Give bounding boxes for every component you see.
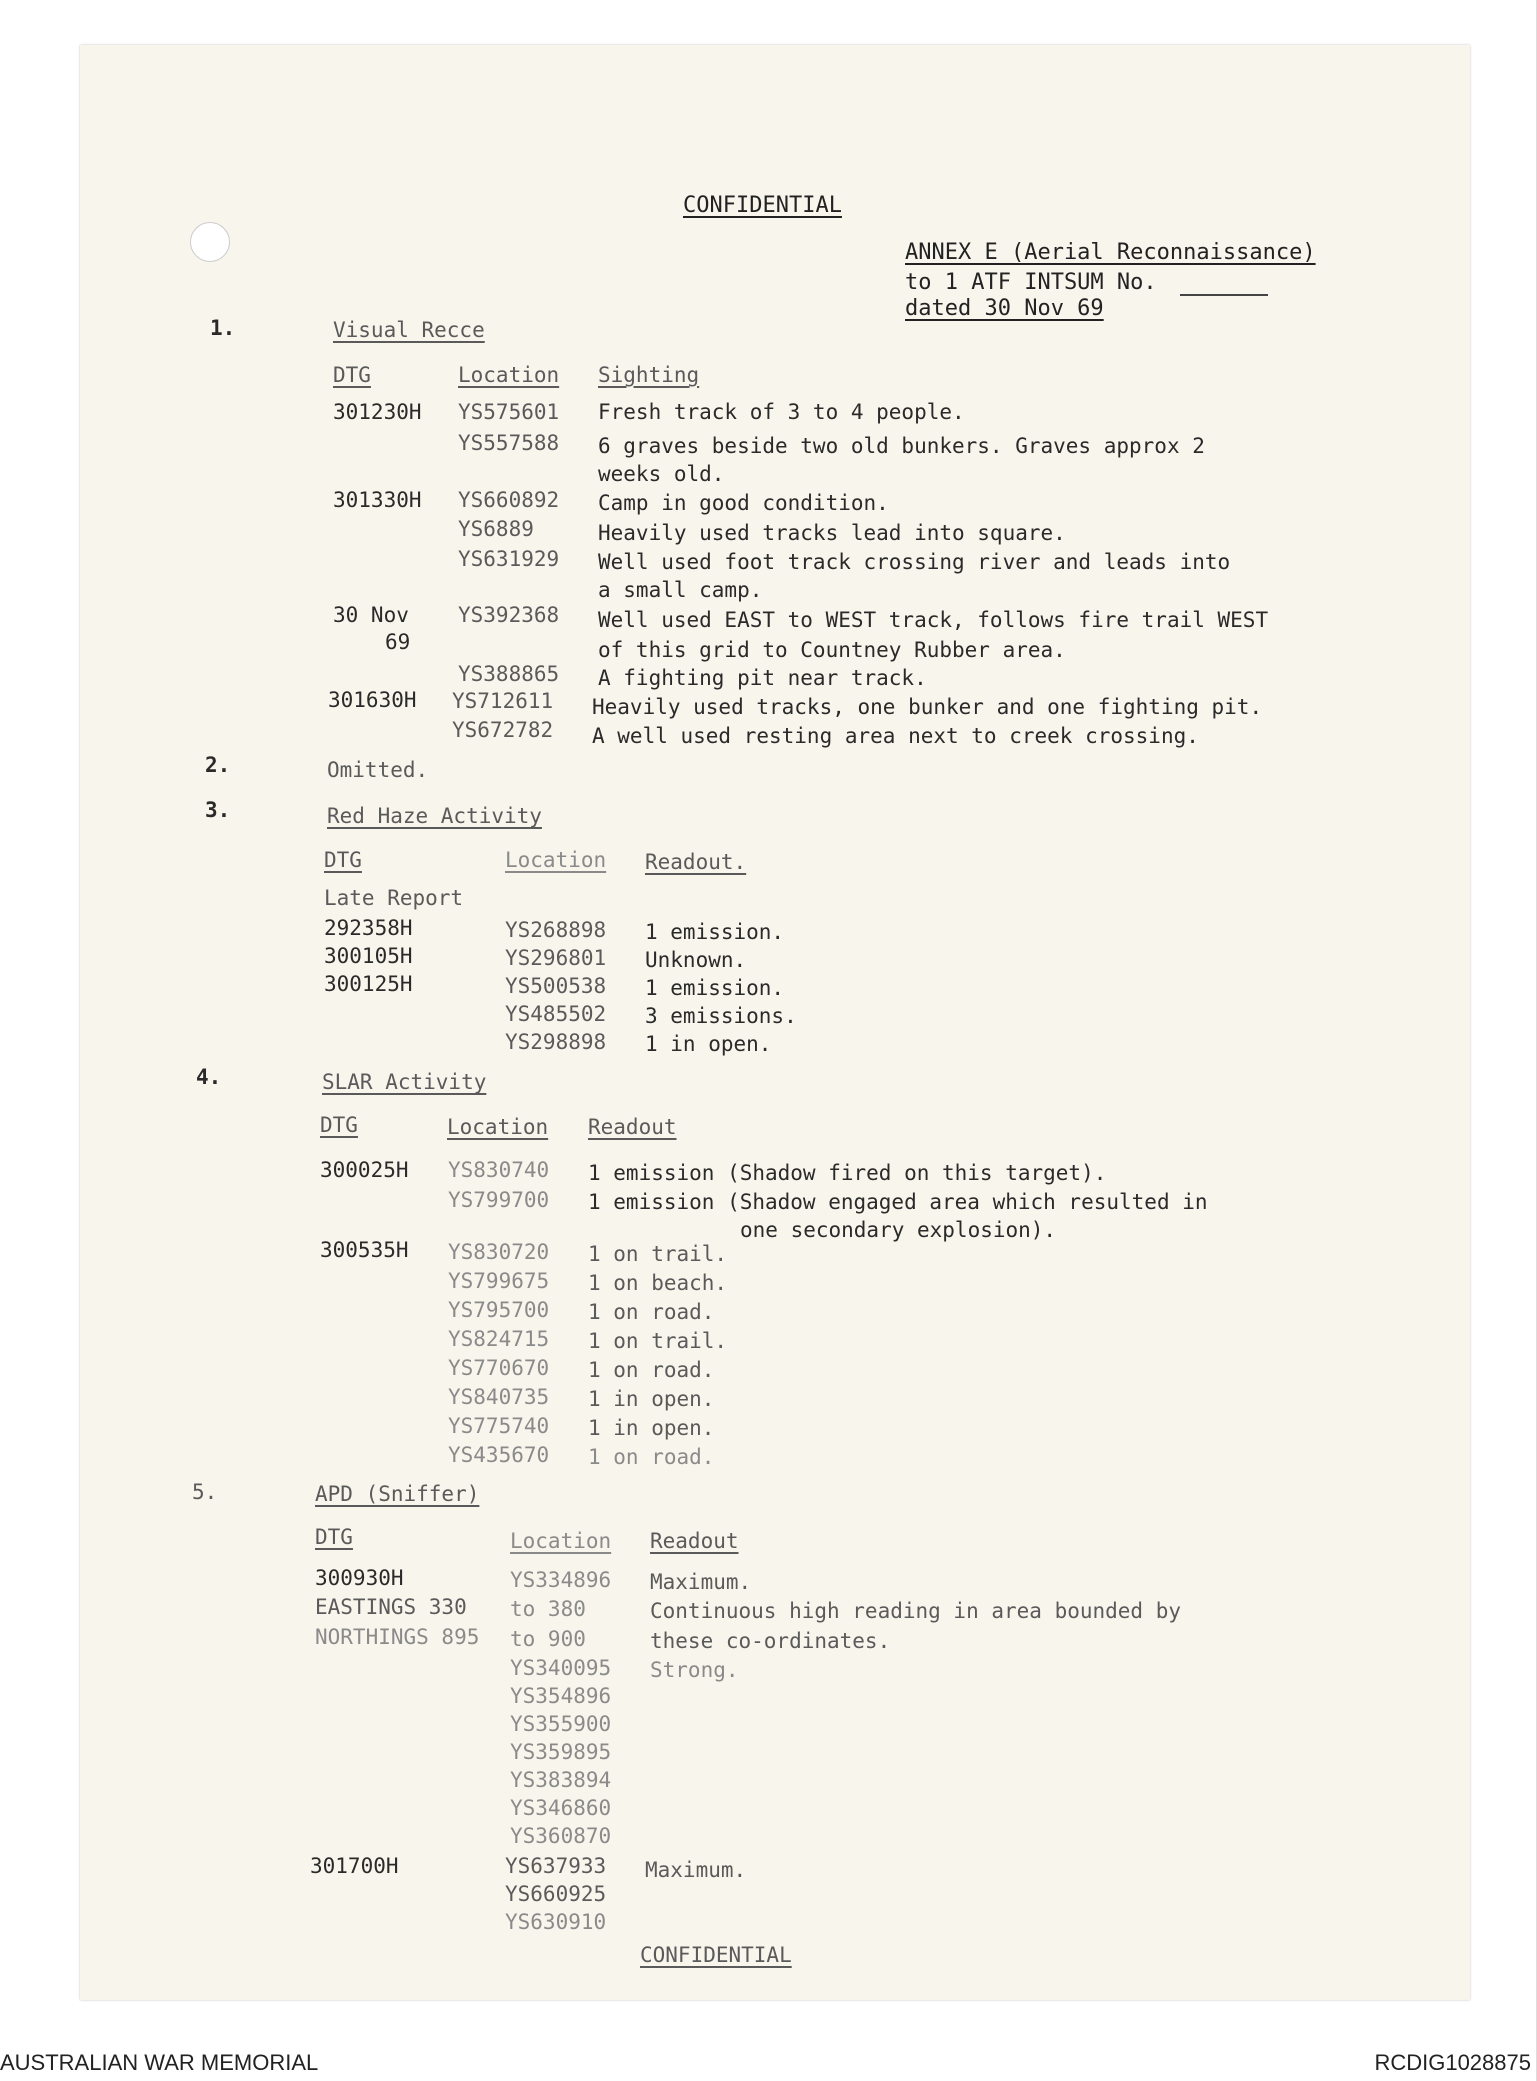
col-readout: Readout. <box>645 850 747 874</box>
cell-readout: 1 on road. <box>588 1445 715 1469</box>
cell-dtg: NORTHINGS 895 <box>315 1625 480 1649</box>
cell-readout: 1 emission (Shadow fired on this target). <box>588 1161 1107 1185</box>
section-number: 3. <box>205 798 231 822</box>
archive-label: AUSTRALIAN WAR MEMORIAL <box>0 2050 319 2075</box>
cell-location: YS631929 <box>458 547 560 571</box>
cell-location: YS830720 <box>448 1240 550 1264</box>
section-number: 1. <box>210 316 236 340</box>
cell-location: YS824715 <box>448 1327 550 1351</box>
cell-location: YS660925 <box>505 1882 607 1906</box>
cell-readout: 1 emission. <box>645 920 785 944</box>
cell-location: YS799675 <box>448 1269 550 1293</box>
cell-readout: one secondary explosion). <box>740 1218 1057 1242</box>
classification-top: CONFIDENTIAL <box>683 193 842 218</box>
col-dtg: DTG <box>320 1113 358 1137</box>
cell-sighting: Camp in good condition. <box>598 491 889 515</box>
intsum-blank-rule <box>1180 294 1268 296</box>
cell-location: YS360870 <box>510 1824 612 1848</box>
cell-readout: Continuous high reading in area bounded by <box>650 1599 1182 1623</box>
cell-location: YS485502 <box>505 1002 607 1026</box>
cell-dtg: 69 <box>385 630 411 654</box>
classification-bottom: CONFIDENTIAL <box>640 1943 792 1967</box>
cell-dtg: 301330H <box>333 488 422 512</box>
cell-sighting: Fresh track of 3 to 4 people. <box>598 400 965 424</box>
cell-location: YS354896 <box>510 1684 612 1708</box>
cell-location: YS346860 <box>510 1796 612 1820</box>
cell-sighting: a small camp. <box>598 578 763 602</box>
cell-readout: Unknown. <box>645 948 747 972</box>
cell-location: YS383894 <box>510 1768 612 1792</box>
cell-location: YS355900 <box>510 1712 612 1736</box>
cell-dtg: EASTINGS 330 <box>315 1595 467 1619</box>
cell-sighting: Well used EAST to WEST track, follows fire trail WEST <box>598 608 1269 632</box>
annex-title: ANNEX E (Aerial Reconnaissance) <box>905 240 1316 265</box>
cell-readout: these co-ordinates. <box>650 1629 891 1653</box>
cell-location: YS392368 <box>458 603 560 627</box>
cell-sighting: weeks old. <box>598 462 725 486</box>
cell-location: YS388865 <box>458 662 560 686</box>
cell-location: YS799700 <box>448 1188 550 1212</box>
cell-location: to 900 <box>510 1627 586 1651</box>
cell-location: YS637933 <box>505 1854 607 1878</box>
col-readout: Readout <box>588 1115 677 1139</box>
cell-location: YS334896 <box>510 1568 612 1592</box>
cell-readout: 1 on trail. <box>588 1329 728 1353</box>
cell-location: YS500538 <box>505 974 607 998</box>
cell-dtg: 300125H <box>324 972 413 996</box>
cell-location: YS575601 <box>458 400 560 424</box>
cell-dtg: 300105H <box>324 944 413 968</box>
col-location: Location <box>447 1115 549 1139</box>
annex-intsum: to 1 ATF INTSUM No. <box>905 270 1157 295</box>
cell-sighting: A fighting pit near track. <box>598 666 927 690</box>
section-number: 2. <box>205 753 231 777</box>
cell-readout: 1 emission. <box>645 976 785 1000</box>
section-title: Visual Recce <box>333 318 485 342</box>
cell-location: YS712611 <box>452 689 554 713</box>
cell-dtg: 300535H <box>320 1238 409 1262</box>
section-number: 5. <box>192 1480 218 1504</box>
punch-hole <box>190 222 230 262</box>
cell-dtg: 301700H <box>310 1854 399 1878</box>
cell-sighting: Heavily used tracks, one bunker and one fighting pit. <box>592 695 1263 719</box>
cell-dtg: 301630H <box>328 688 417 712</box>
col-location: Location <box>505 848 607 872</box>
cell-location: YS770670 <box>448 1356 550 1380</box>
cell-readout: 1 in open. <box>588 1387 715 1411</box>
cell-location: YS672782 <box>452 718 554 742</box>
col-readout: Readout <box>650 1529 739 1553</box>
col-location: Location <box>510 1529 612 1553</box>
cell-readout: 1 on road. <box>588 1300 715 1324</box>
cell-location: YS660892 <box>458 488 560 512</box>
cell-sighting: Well used foot track crossing river and leads into <box>598 550 1231 574</box>
cell-dtg: 300025H <box>320 1158 409 1182</box>
cell-dtg: 30 Nov <box>333 603 409 627</box>
cell-readout: 1 on road. <box>588 1358 715 1382</box>
cell-location: YS830740 <box>448 1158 550 1182</box>
cell-location: YS630910 <box>505 1910 607 1934</box>
col-dtg: DTG <box>315 1525 353 1549</box>
col-dtg: DTG <box>333 363 371 387</box>
cell-dtg: 300930H <box>315 1566 404 1590</box>
cell-readout: 1 in open. <box>645 1032 772 1056</box>
cell-readout: 3 emissions. <box>645 1004 797 1028</box>
cell-location: YS340095 <box>510 1656 612 1680</box>
cell-location: YS298898 <box>505 1030 607 1054</box>
cell-readout: 1 on trail. <box>588 1242 728 1266</box>
cell-location: YS6889 <box>458 517 534 541</box>
late-report-label: Late Report <box>324 886 464 910</box>
cell-location: YS435670 <box>448 1443 550 1467</box>
cell-location: YS840735 <box>448 1385 550 1409</box>
section-title: Red Haze Activity <box>327 804 542 828</box>
cell-location: to 380 <box>510 1597 586 1621</box>
cell-readout: 1 in open. <box>588 1416 715 1440</box>
col-location: Location <box>458 363 560 387</box>
cell-readout: Maximum. <box>645 1858 747 1882</box>
section-number: 4. <box>196 1065 222 1089</box>
cell-dtg: 301230H <box>333 400 422 424</box>
cell-readout: Maximum. <box>650 1570 752 1594</box>
annex-date: dated 30 Nov 69 <box>905 296 1104 321</box>
cell-sighting: A well used resting area next to creek crossing. <box>592 724 1199 748</box>
cell-sighting: Heavily used tracks lead into square. <box>598 521 1066 545</box>
cell-location: YS795700 <box>448 1298 550 1322</box>
col-dtg: DTG <box>324 848 362 872</box>
col-sighting: Sighting <box>598 363 700 387</box>
section-omitted: Omitted. <box>327 758 429 782</box>
section-title: APD (Sniffer) <box>315 1482 480 1506</box>
cell-sighting: of this grid to Countney Rubber area. <box>598 638 1066 662</box>
archive-id: RCDIG1028875 <box>1374 2050 1531 2075</box>
section-title: SLAR Activity <box>322 1070 487 1094</box>
cell-readout: 1 on beach. <box>588 1271 728 1295</box>
cell-dtg: 292358H <box>324 916 413 940</box>
cell-location: YS557588 <box>458 431 560 455</box>
cell-location: YS268898 <box>505 918 607 942</box>
cell-readout: Strong. <box>650 1658 739 1682</box>
cell-location: YS775740 <box>448 1414 550 1438</box>
cell-sighting: 6 graves beside two old bunkers. Graves approx 2 <box>598 434 1205 458</box>
cell-location: YS359895 <box>510 1740 612 1764</box>
cell-location: YS296801 <box>505 946 607 970</box>
cell-readout: 1 emission (Shadow engaged area which resulted in <box>588 1190 1208 1214</box>
